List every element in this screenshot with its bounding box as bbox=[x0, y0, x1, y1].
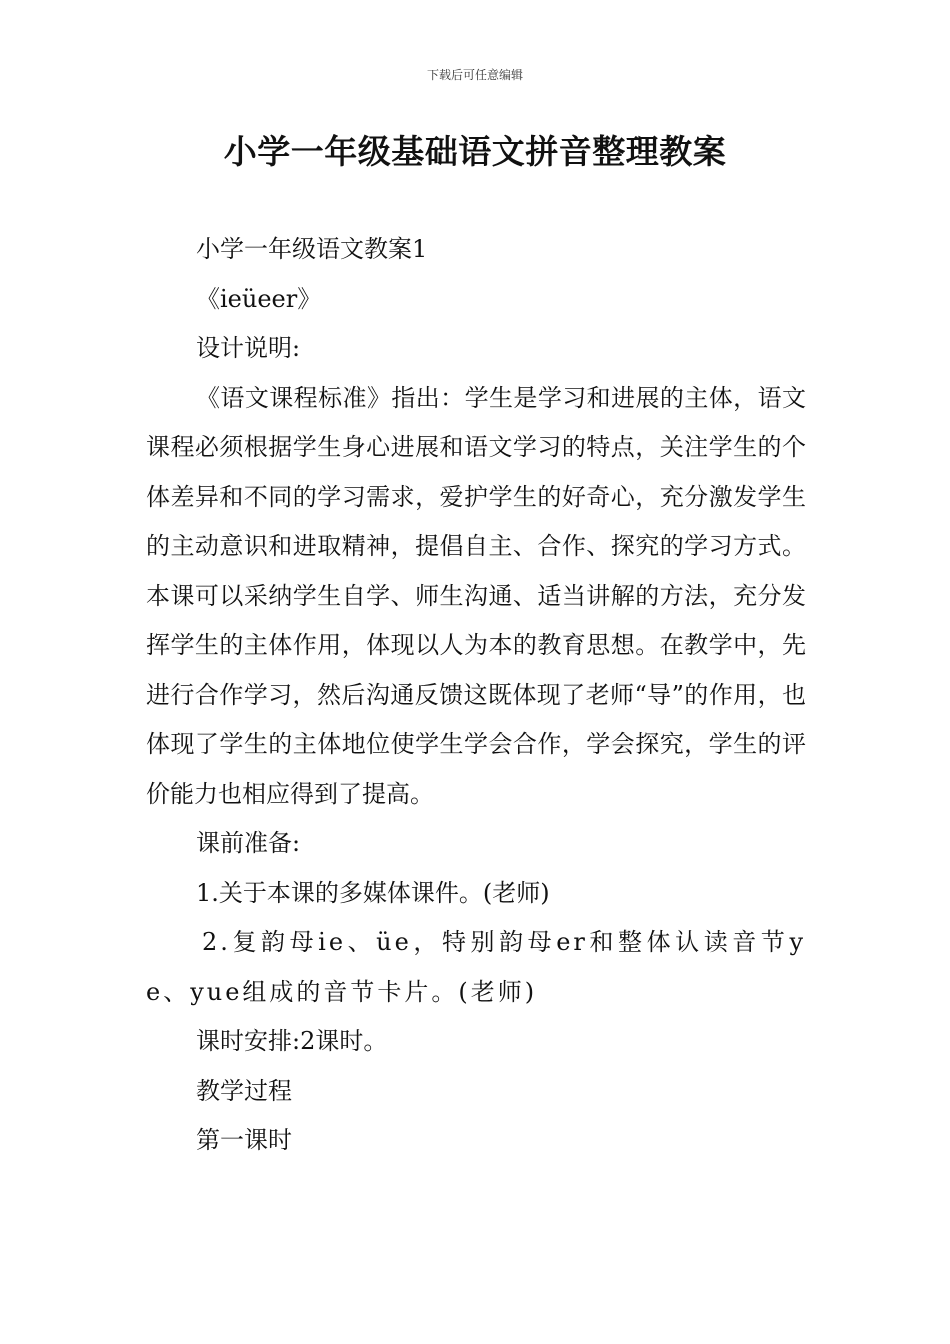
paragraph-design-text: 《语文课程标准》指出：学生是学习和进展的主体，语文课程必须根据学生身心进展和语文学习的特点，关注学生的个体差异和不同的学习需求，爱护学生的好奇心，充分激发学生的主动意识和进取精神，提倡自主、合作、探究的学习方式。本课可以采纳学生自学、师生沟通、适当讲解的方法，充分发挥学生的主体作用，体现以人为本的教育思想。在教学中，先进行合作学习，然后沟通反馈这既体现了老师“导”的作用，也体现了学生的主体地位使学生学会合作，学会探究，学生的评价能力也相应得到了提高。 bbox=[146, 383, 806, 808]
paragraph-preparation-item-1: 1.关于本课的多媒体课件。(老师) bbox=[196, 878, 550, 907]
document-title: 小学一年级基础语文拼音整理教案 bbox=[223, 132, 727, 171]
document-body bbox=[146, 225, 806, 1166]
header-note: 下载后可任意编辑 bbox=[426, 68, 523, 82]
paragraph-process-label: 教学过程 bbox=[196, 1076, 292, 1105]
paragraph-preparation-item-2: 2.复韵母ie、üe，特别韵母er和整体认读音节ye、yue组成的音节卡片。(老师) bbox=[146, 928, 806, 1006]
paragraph-design-label: 设计说明: bbox=[196, 334, 301, 362]
paragraph-lesson-heading: 小学一年级语文教案1 bbox=[196, 235, 428, 263]
paragraph-preparation-label: 课前准备: bbox=[196, 829, 301, 857]
paragraph-first-lesson: 第一课时 bbox=[196, 1126, 292, 1154]
paragraph-schedule: 课时安排:2课时。 bbox=[196, 1027, 388, 1055]
paragraph-lesson-topic: 《ieüeer》 bbox=[196, 284, 322, 313]
